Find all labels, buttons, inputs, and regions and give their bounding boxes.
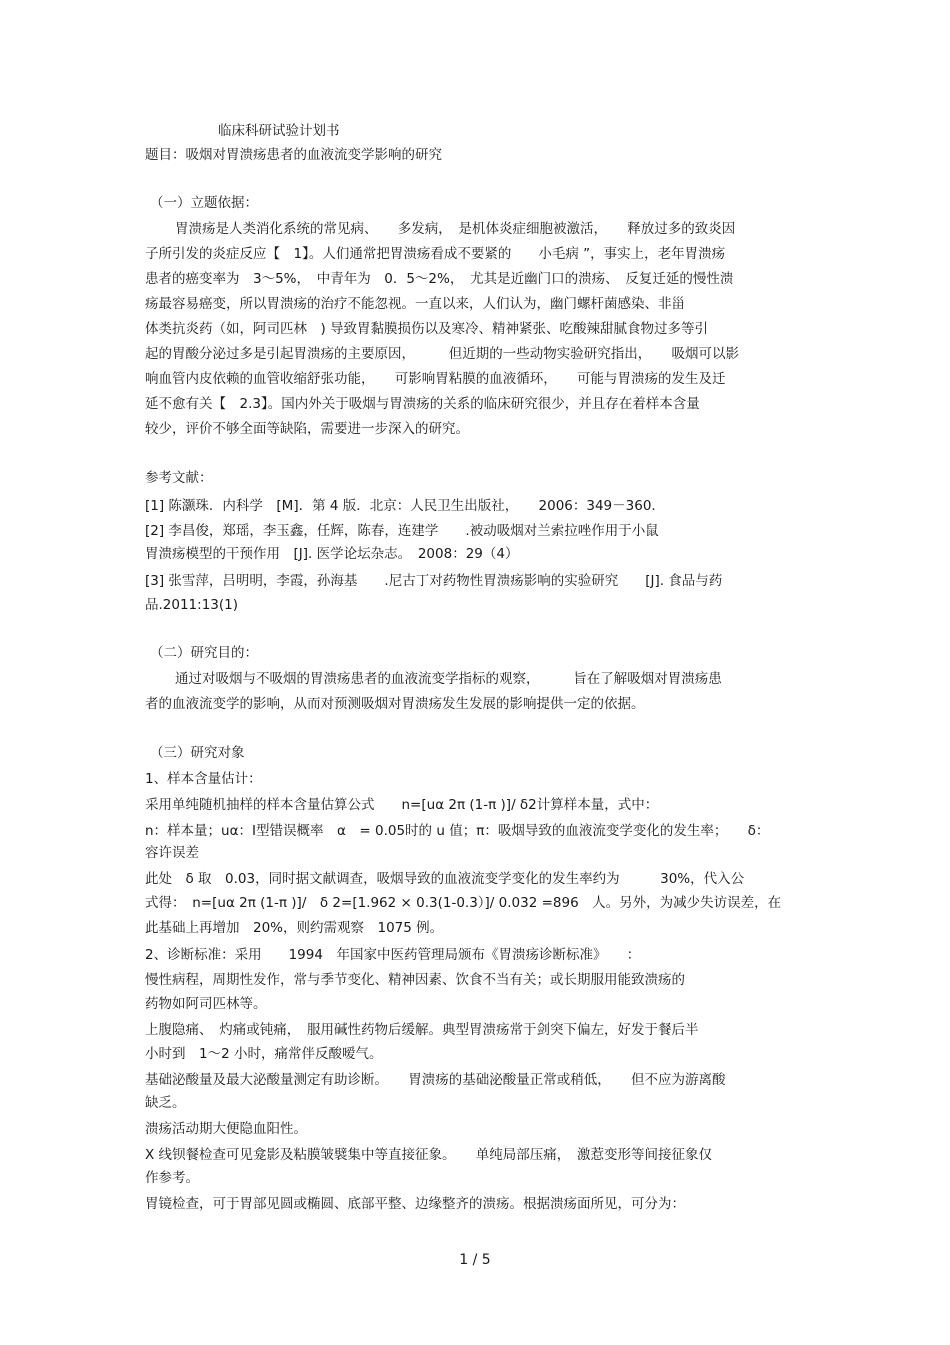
section-1-line: 起的胃酸分泌过多是引起胃溃疡的主要原因， 但近期的一些动物实验研究指出， 吸烟可以影 xyxy=(145,346,739,362)
section-2-line: 通过对吸烟与不吸烟的胃溃疡患者的血液流变学指标的观察， 旨在了解吸烟对胃溃疡患 xyxy=(175,671,722,687)
section-1-line: 响血管内皮依赖的血管收缩舒张功能， 可影响胃粘膜的血液循环， 可能与胃溃疡的发生及迁 xyxy=(145,371,726,387)
section-3-line: 采用单纯随机抽样的样本含量估算公式 n=[uα 2π (1-π )]/ δ2计算样本量，式中： xyxy=(145,797,659,813)
section-1-heading: （一）立题依据： xyxy=(150,195,258,211)
section-3-line: 药物如阿司匹林等。 xyxy=(145,996,267,1012)
section-3-line: 基础泌酸量及最大泌酸量测定有助诊断。 胃溃疡的基础泌酸量正常或稍低， 但不应为游离酸 xyxy=(145,1072,726,1088)
page-number: 1 / 5 xyxy=(459,1252,491,1268)
section-3-line: 2、诊断标准：采用 1994 年国家中医药管理局颁布《胃溃疡诊断标准》 ： xyxy=(145,947,641,963)
section-3-heading: （三）研究对象 xyxy=(150,745,245,761)
section-1-line: 延不愈有关【 2.3】。国内外关于吸烟与胃溃疡的关系的临床研究很少，并且存在着样本含量 xyxy=(145,396,700,412)
reference-line: 品.2011:13(1) xyxy=(145,597,238,613)
section-1-line: 较少，评价不够全面等缺陷，需要进一步深入的研究。 xyxy=(145,421,469,437)
document-header: 临床科研试验计划书 xyxy=(218,123,340,139)
section-3-line: 此处 δ 取 0.03，同时据文献调查，吸烟导致的血液流变学变化的发生率约为 30%，代入公 xyxy=(145,871,745,887)
references-heading: 参考文献： xyxy=(145,470,213,486)
section-3-line: X 线钡餐检查可见龛影及粘膜皱襞集中等直接征象。 单纯局部压痛， 激惹变形等间接征象仅 xyxy=(145,1147,713,1163)
section-1-line: 体类抗炎药（如，阿司匹林 ) 导致胃黏膜损伤以及寒冷、精神紧张、吃酸辣甜腻食物过多等引 xyxy=(145,321,709,337)
section-2-heading: （二）研究目的： xyxy=(150,645,258,661)
section-3-line: 胃镜检查，可于胃部见圆或椭圆、底部平整、边缘整齐的溃疡。根据溃疡面所见，可分为： xyxy=(145,1196,685,1212)
reference-line: [2] 李昌俊，郑瑶，李玉鑫，任辉，陈春，连建学 .被动吸烟对兰索拉唑作用于小鼠 xyxy=(145,523,659,539)
section-3-line: 小时到 1～2 小时，痛常伴反酸嗳气。 xyxy=(145,1046,383,1062)
reference-line: [3] 张雪萍，吕明明，李霞，孙海基 .尼古丁对药物性胃溃疡影响的实验研究 [J]. 食品与药 xyxy=(145,573,723,589)
section-1-line: 胃溃疡是人类消化系统的常见病、 多发病， 是机体炎症细胞被激活， 释放过多的致炎因 xyxy=(175,221,736,237)
section-3-line: 缺乏。 xyxy=(145,1095,186,1111)
section-3-line: 式得： n=[uα 2π (1-π )]/ δ 2=[1.962 × 0.3(1-0.3）]/ 0.032 =896 人。另外，为减少失访误差，在 xyxy=(145,895,782,911)
section-3-line: 1、样本含量估计： xyxy=(145,771,262,787)
section-3-line: 溃疡活动期大便隐血阳性。 xyxy=(145,1121,307,1137)
reference-line: 胃溃疡模型的干预作用 [J]. 医学论坛杂志。 2008：29（4） xyxy=(145,546,519,562)
section-3-line: 上腹隐痛、 灼痛或钝痛， 服用碱性药物后缓解。典型胃溃疡常于剑突下偏左，好发于餐后半 xyxy=(145,1022,699,1038)
section-3-line: n：样本量；uα：Ⅰ型错误概率 α = 0.05时的 u 值；π：吸烟导致的血液流变学变化的发生率； δ： xyxy=(145,823,770,839)
section-1-line: 疡最容易癌变，所以胃溃疡的治疗不能忽视。一直以来，人们认为，幽门螺杆菌感染、非甾 xyxy=(145,296,685,312)
section-2-line: 者的血液流变学的影响，从而对预测吸烟对胃溃疡发生发展的影响提供一定的依据。 xyxy=(145,696,645,712)
section-1-line: 患者的癌变率为 3～5%， 中青年为 0．5～2%， 尤其是近幽门口的溃疡、 反复迁延的慢性溃 xyxy=(145,271,734,287)
section-1-line: 子所引发的炎症反应【 1】。人们通常把胃溃疡看成不要紧的 小毛病 ”，事实上，老年胃溃疡 xyxy=(145,246,726,262)
section-3-line: 慢性病程，周期性发作，常与季节变化、精神因素、饮食不当有关；或长期服用能致溃疡的 xyxy=(145,972,685,988)
reference-line: [1] 陈灏珠．内科学 [M]．第 4 版．北京：人民卫生出版社， 2006：349－360. xyxy=(145,498,656,514)
section-3-line: 作参考。 xyxy=(145,1170,199,1186)
section-3-line: 此基础上再增加 20%，则约需观察 1075 例。 xyxy=(145,920,444,936)
section-3-line: 容许误差 xyxy=(145,845,199,861)
document-subject: 题目：吸烟对胃溃疡患者的血液流变学影响的研究 xyxy=(145,147,442,163)
